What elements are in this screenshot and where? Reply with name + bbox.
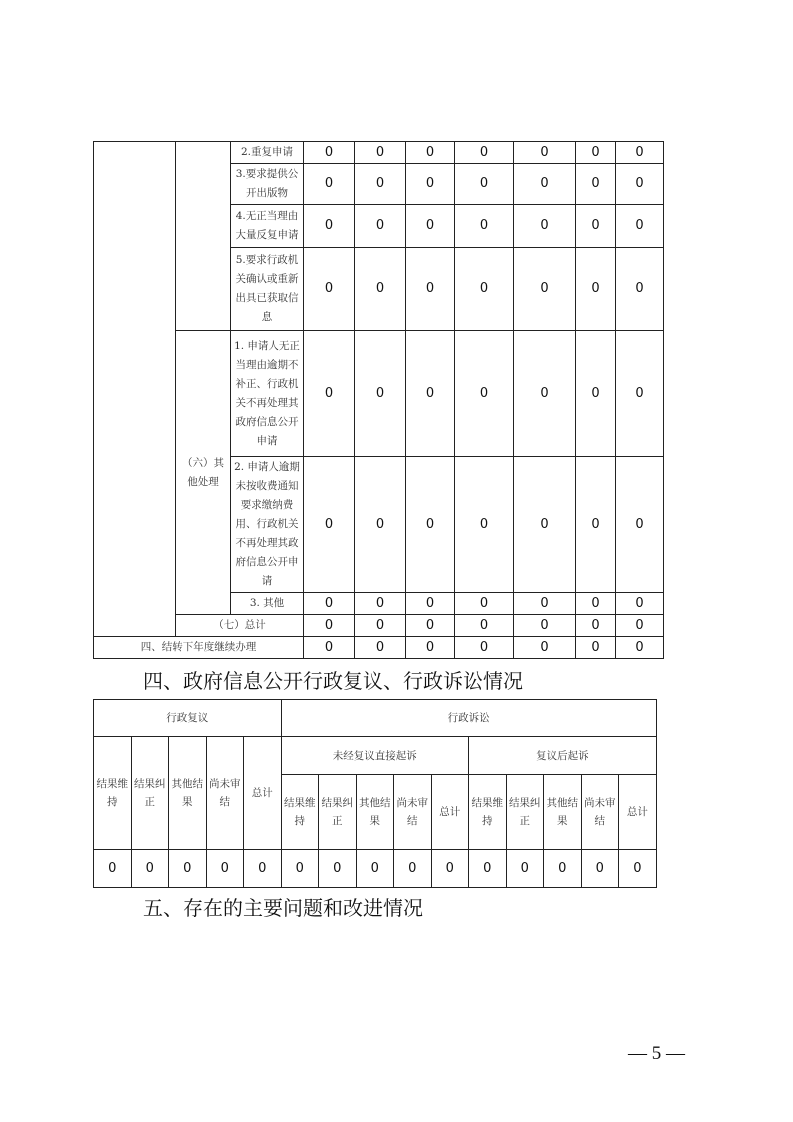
row-label: 4.无正当理由大量反复申请 [231, 205, 304, 248]
value-cell: 0 [576, 593, 616, 615]
row-label: （七）总计 [176, 615, 304, 637]
value-cell: 0 [616, 205, 664, 248]
value-cell: 0 [355, 205, 406, 248]
table-row [94, 331, 664, 457]
review-litigation-table [93, 699, 657, 888]
value-cell: 0 [406, 248, 455, 331]
value-cell: 0 [355, 457, 406, 593]
value-cell: 0 [455, 142, 514, 164]
value-cell: 0 [455, 615, 514, 637]
value-cell: 0 [469, 850, 507, 888]
value-cell: 0 [616, 637, 664, 659]
value-cell: 0 [514, 164, 576, 205]
value-cell: 0 [355, 142, 406, 164]
value-cell: 0 [355, 331, 406, 457]
value-cell: 0 [576, 164, 616, 205]
after-review-header: 复议后起诉 [469, 737, 657, 775]
value-cell: 0 [576, 248, 616, 331]
value-cell: 0 [355, 615, 406, 637]
sub-header: 结果纠正 [506, 775, 544, 850]
value-cell: 0 [406, 331, 455, 457]
value-cell: 0 [304, 331, 355, 457]
sub-header: 尚未审结 [394, 775, 432, 850]
value-cell: 0 [406, 205, 455, 248]
value-cell: 0 [355, 164, 406, 205]
row-label: 3. 其他 [231, 593, 304, 615]
value-cell: 0 [576, 205, 616, 248]
value-cell: 0 [406, 457, 455, 593]
value-cell: 0 [169, 850, 207, 888]
value-cell: 0 [455, 637, 514, 659]
value-cell: 0 [514, 593, 576, 615]
value-cell: 0 [576, 142, 616, 164]
value-cell: 0 [616, 615, 664, 637]
value-cell: 0 [406, 637, 455, 659]
value-cell: 0 [355, 248, 406, 331]
page-number: — 5 — [628, 1043, 685, 1064]
value-cell: 0 [355, 637, 406, 659]
value-cell: 0 [304, 457, 355, 593]
row-label: 四、结转下年度继续办理 [94, 637, 304, 659]
value-cell: 0 [244, 850, 282, 888]
group-label: （六）其他处理 [176, 331, 231, 615]
value-cell: 0 [304, 248, 355, 331]
row-label: 2.重复申请 [231, 142, 304, 164]
value-cell: 0 [455, 164, 514, 205]
sub-header: 其他结果 [169, 737, 207, 850]
value-cell: 0 [394, 850, 432, 888]
row-label: 1. 申请人无正当理由逾期不补正、行政机关不再处理其政府信息公开申请 [231, 331, 304, 457]
value-cell: 0 [514, 142, 576, 164]
value-cell: 0 [304, 205, 355, 248]
value-cell: 0 [455, 457, 514, 593]
value-cell: 0 [616, 331, 664, 457]
value-cell: 0 [406, 593, 455, 615]
litigation-header: 行政诉讼 [281, 700, 656, 737]
value-cell: 0 [514, 205, 576, 248]
review-header: 行政复议 [94, 700, 282, 737]
value-cell: 0 [455, 593, 514, 615]
row-label: 5.要求行政机关确认或重新出具已获取信息 [231, 248, 304, 331]
value-cell: 0 [616, 248, 664, 331]
value-cell: 0 [576, 615, 616, 637]
value-cell: 0 [431, 850, 469, 888]
value-cell: 0 [406, 164, 455, 205]
value-cell: 0 [206, 850, 244, 888]
value-cell: 0 [514, 457, 576, 593]
value-cell: 0 [304, 142, 355, 164]
value-cell: 0 [304, 637, 355, 659]
value-cell: 0 [576, 457, 616, 593]
sub-header: 结果维持 [469, 775, 507, 850]
value-cell: 0 [455, 248, 514, 331]
value-cell: 0 [281, 850, 319, 888]
value-cell: 0 [455, 205, 514, 248]
sub-header: 尚未审结 [581, 775, 619, 850]
blank-cell [176, 142, 231, 331]
value-cell: 0 [131, 850, 169, 888]
value-cell: 0 [619, 850, 657, 888]
row-label: 3.要求提供公开出版物 [231, 164, 304, 205]
value-cell: 0 [576, 331, 616, 457]
value-cell: 0 [304, 164, 355, 205]
value-cell: 0 [514, 248, 576, 331]
sub-header: 总计 [244, 737, 282, 850]
value-cell: 0 [616, 164, 664, 205]
value-cell: 0 [304, 593, 355, 615]
value-cell: 0 [514, 637, 576, 659]
sub-header: 结果纠正 [319, 775, 357, 850]
value-cell: 0 [406, 615, 455, 637]
value-cell: 0 [576, 637, 616, 659]
value-cell: 0 [406, 142, 455, 164]
table-row [94, 615, 664, 637]
section4-heading: 四、政府信息公开行政复议、行政诉讼情况 [143, 669, 523, 693]
sub-header: 其他结果 [544, 775, 582, 850]
row-label: 2. 申请人逾期未按收费通知要求缴纳费用、行政机关不再处理其政府信息公开申请 [231, 457, 304, 593]
table-row [94, 142, 664, 164]
sub-header: 尚未审结 [206, 737, 244, 850]
value-cell: 0 [514, 615, 576, 637]
sub-header: 结果纠正 [131, 737, 169, 850]
value-cell: 0 [355, 593, 406, 615]
value-cell: 0 [616, 457, 664, 593]
value-cell: 0 [356, 850, 394, 888]
value-cell: 0 [319, 850, 357, 888]
sub-header: 总计 [431, 775, 469, 850]
sub-header: 结果维持 [94, 737, 132, 850]
value-cell: 0 [514, 331, 576, 457]
table-row [94, 637, 664, 659]
value-cell: 0 [581, 850, 619, 888]
sub-header: 结果维持 [281, 775, 319, 850]
value-cell: 0 [616, 142, 664, 164]
disposal-table [93, 141, 664, 659]
sub-header: 其他结果 [356, 775, 394, 850]
value-cell: 0 [304, 615, 355, 637]
value-cell: 0 [544, 850, 582, 888]
value-cell: 0 [455, 331, 514, 457]
sub-header: 总计 [619, 775, 657, 850]
blank-cell [94, 142, 176, 637]
value-cell: 0 [616, 593, 664, 615]
value-cell: 0 [506, 850, 544, 888]
section5-heading: 五、存在的主要问题和改进情况 [143, 896, 423, 920]
value-cell: 0 [94, 850, 132, 888]
direct-suit-header: 未经复议直接起诉 [281, 737, 469, 775]
